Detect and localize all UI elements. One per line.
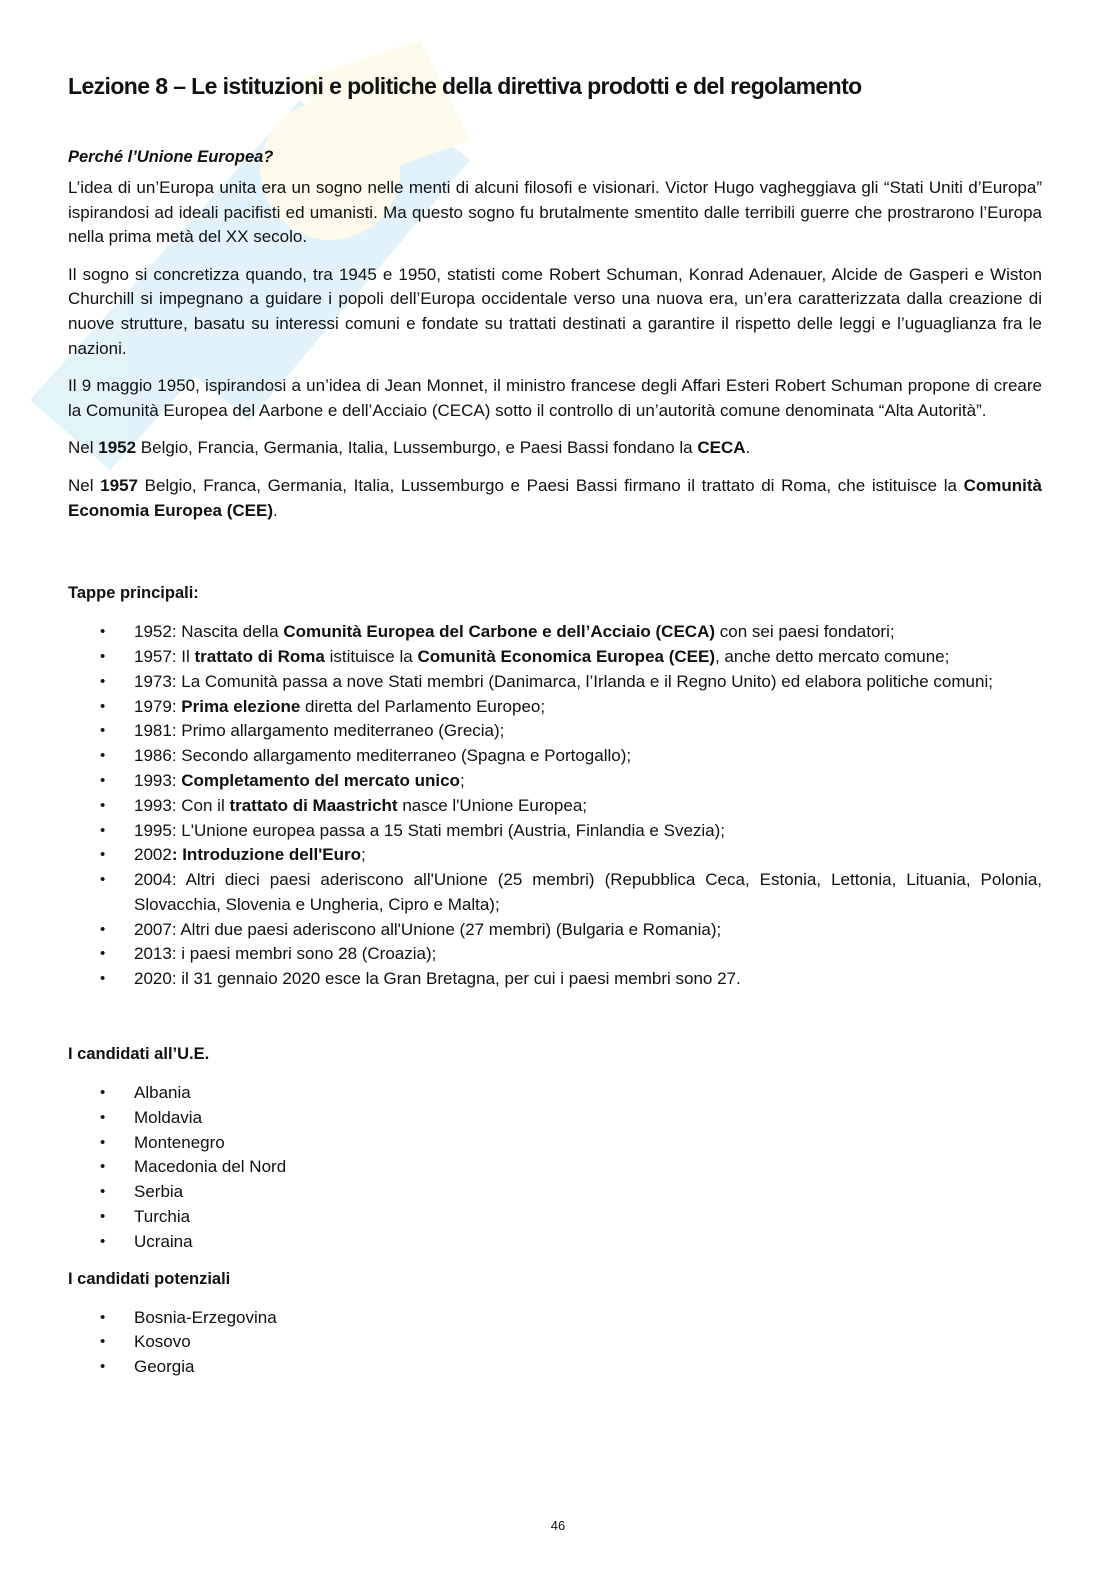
- section-heading-potenziali: I candidati potenziali: [68, 1269, 231, 1288]
- text: 1993:: [134, 770, 182, 790]
- text: 2020: il 31 gennaio 2020 esce la Gran Bretagna, per cui i paesi membri sono 27.: [134, 969, 741, 989]
- bullet-icon: •: [100, 846, 106, 864]
- bullet-icon: •: [100, 1084, 106, 1102]
- text: 1986: Secondo allargamento mediterraneo (Spagna e Portogallo);: [134, 746, 632, 766]
- bullet-icon: •: [100, 871, 106, 889]
- intro-paragraph-3: Il 9 maggio 1950, ispirandosi a un’idea di Jean Monnet, il ministro francese degli Affari Esteri Robert Schuman propone di creare la Comunità Europea del Aarbone e dell’Acciaio (CECA) sotto il controllo di un’autorità comune denominata “Alta Autorità”.: [68, 376, 1042, 420]
- list-item: [68, 744, 1042, 769]
- bold-text: 1952: [98, 438, 137, 458]
- text: Belgio, Francia, Germania, Italia, Lussemburgo, e Paesi Bassi fondano la: [136, 438, 698, 458]
- bullet-icon: •: [100, 747, 106, 765]
- bullet-icon: •: [100, 1158, 106, 1176]
- text: Kosovo: [134, 1332, 191, 1352]
- bold-text: : Introduzione dell'Euro: [171, 845, 361, 865]
- bullet-icon: •: [100, 796, 106, 814]
- candidati-list: [68, 1081, 1042, 1255]
- list-item: [68, 1155, 1042, 1180]
- list-item: [68, 918, 1042, 943]
- text: Serbia: [134, 1182, 184, 1202]
- list-item: [68, 1355, 1042, 1380]
- text: .: [745, 438, 751, 458]
- bullet-icon: •: [100, 697, 106, 715]
- page-title: Lezione 8 – Le istituzioni e politiche della direttiva prodotti e del regolamento: [68, 73, 862, 99]
- bullet-icon: •: [100, 672, 106, 690]
- text: .: [272, 500, 278, 520]
- bold-text: Comunità Economica Europea (CEE): [417, 646, 715, 666]
- text: Turchia: [134, 1207, 191, 1227]
- section-heading-tappe: Tappe principali:: [68, 584, 199, 603]
- list-item: [68, 843, 1042, 868]
- list-item: [68, 819, 1042, 844]
- bold-text: Completamento del mercato unico: [181, 770, 460, 790]
- text: Montenegro: [134, 1132, 225, 1152]
- list-item: [68, 1306, 1042, 1331]
- bullet-icon: •: [100, 1308, 106, 1326]
- bullet-icon: •: [100, 1232, 106, 1250]
- text: Georgia: [134, 1357, 195, 1377]
- list-item: [68, 670, 1042, 695]
- bold-text: trattato di Maastricht: [229, 795, 398, 815]
- text: 1995: L'Unione europea passa a 15 Stati membri (Austria, Finlandia e Svezia);: [134, 820, 726, 840]
- text: 1981: Primo allargamento mediterraneo (Grecia);: [134, 721, 505, 741]
- text: Nel: [68, 475, 101, 495]
- bullet-icon: •: [100, 1333, 106, 1351]
- list-item: [68, 942, 1042, 967]
- text: ;: [360, 845, 366, 865]
- text: Moldavia: [134, 1107, 203, 1127]
- list-item: [68, 695, 1042, 720]
- bold-text: CECA: [697, 438, 746, 458]
- section-heading-perche-ue: Perché l’Unione Europea?: [68, 148, 274, 166]
- list-item: [68, 1205, 1042, 1230]
- text: diretta del Parlamento Europeo;: [300, 696, 546, 716]
- intro-paragraph-5: [68, 474, 1042, 523]
- list-item: [68, 868, 1042, 918]
- page-number: 46: [550, 1518, 566, 1533]
- bullet-icon: •: [100, 1358, 106, 1376]
- bullet-icon: •: [100, 1183, 106, 1201]
- text: istituisce la: [324, 646, 418, 666]
- bold-text: trattato di Roma: [194, 646, 325, 666]
- intro-paragraph-1: L’idea di un’Europa unita era un sogno nelle menti di alcuni filosofi e visionari. Victor Hugo vagheggiava gli “Stati Uniti d’Europa” ispirandosi ad ideali pacifisti ed umanisti. Ma questo sogno fu brutalmente smentito dalle terribili guerre che prostrarono l’Europa nella prima metà del XX secolo.: [68, 178, 1042, 247]
- text: 2004: Altri dieci paesi aderiscono all'Unione (25 membri) (Repubblica Ceca, Estonia, Lettonia, Lituania, Polonia, Slovacchia, Slovenia e Ungheria, Cipro e Malta);: [134, 870, 1042, 914]
- bullet-icon: •: [100, 945, 106, 963]
- document-content: [68, 70, 1042, 1380]
- list-item: [68, 1230, 1042, 1255]
- list-item: [68, 769, 1042, 794]
- bold-text: Comunità Europea del Carbone e dell’Acciaio (CECA): [283, 622, 716, 642]
- bold-text: Prima elezione: [181, 696, 301, 716]
- text: 1952: Nascita della: [134, 622, 284, 642]
- text: nasce l'Unione Europea;: [397, 795, 588, 815]
- potenziali-list: [68, 1306, 1042, 1380]
- bullet-icon: •: [100, 1208, 106, 1226]
- bold-text: 1957: [100, 475, 138, 495]
- bullet-icon: •: [100, 1133, 106, 1151]
- list-item: [68, 1106, 1042, 1131]
- list-item: [68, 1330, 1042, 1355]
- text: 2013: i paesi membri sono 28 (Croazia);: [134, 944, 437, 964]
- list-item: [68, 1180, 1042, 1205]
- list-item: [68, 645, 1042, 670]
- intro-paragraph-4: [68, 436, 1042, 461]
- bullet-icon: •: [100, 970, 106, 988]
- text: 2002: [134, 845, 172, 865]
- text: Nel: [68, 438, 99, 458]
- text: 1973: La Comunità passa a nove Stati membri (Danimarca, l’Irlanda e il Regno Unito) ed elabora politiche comuni;: [134, 671, 993, 691]
- list-item: [68, 1081, 1042, 1106]
- bullet-icon: •: [100, 821, 106, 839]
- bold-text: Comunità Economia Europea (CEE): [68, 475, 1042, 520]
- text: Albania: [134, 1083, 191, 1103]
- text: , anche detto mercato comune;: [714, 646, 950, 666]
- section-heading-candidati: I candidati all’U.E.: [68, 1045, 210, 1064]
- list-item: [68, 719, 1042, 744]
- text: 1993: Con il: [134, 795, 230, 815]
- bullet-icon: •: [100, 1108, 106, 1126]
- list-item: [68, 967, 1042, 992]
- bullet-icon: •: [100, 722, 106, 740]
- bullet-icon: •: [100, 647, 106, 665]
- bullet-icon: •: [100, 920, 106, 938]
- text: con sei paesi fondatori;: [715, 622, 895, 642]
- list-item: [68, 794, 1042, 819]
- text: 1979:: [134, 696, 182, 716]
- text: 1957: Il: [134, 646, 195, 666]
- text: Bosnia-Erzegovina: [134, 1307, 277, 1327]
- text: Ucraina: [134, 1231, 193, 1251]
- list-item: [68, 1131, 1042, 1156]
- tappe-list: [68, 620, 1042, 992]
- bullet-icon: •: [100, 623, 106, 641]
- text: Macedonia del Nord: [134, 1157, 287, 1177]
- bullet-icon: •: [100, 771, 106, 789]
- list-item: [68, 620, 1042, 645]
- text: 2007: Altri due paesi aderiscono all'Unione (27 membri) (Bulgaria e Romania);: [134, 919, 722, 939]
- text: Belgio, Franca, Germania, Italia, Lussemburgo e Paesi Bassi firmano il trattato di Roma, che istituisce la: [138, 475, 964, 495]
- intro-paragraph-2: Il sogno si concretizza quando, tra 1945 e 1950, statisti come Robert Schuman, Konrad Adenauer, Alcide de Gasperi e Wiston Churchill si impegnano a guidare i popoli dell’Europa occidentale verso una nuova era, un’era caratterizzata dalla creazione di nuove strutture, basatu su interessi comuni e fondate su trattati destinati a garantire il rispetto delle leggi e l’uguaglianza fra le nazioni.: [68, 264, 1042, 358]
- text: ;: [459, 770, 465, 790]
